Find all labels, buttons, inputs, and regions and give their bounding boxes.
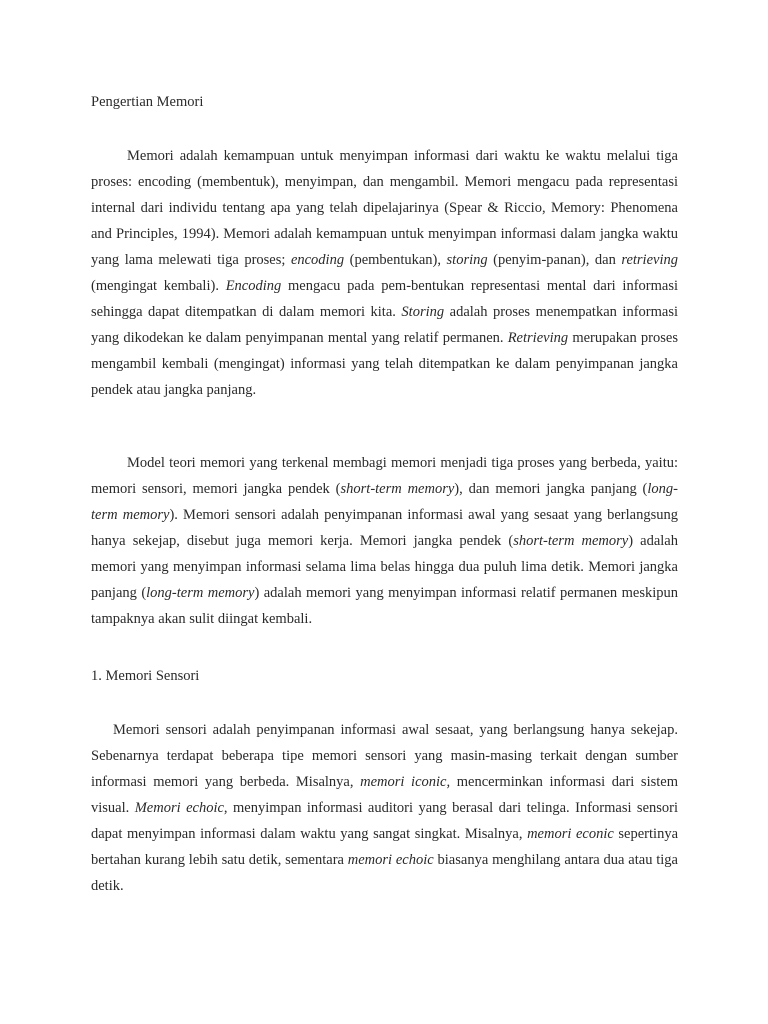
paragraph-2 bbox=[91, 450, 678, 632]
text-run: Memori adalah kemampuan untuk menyimpan informasi dari waktu ke waktu melalui tiga proses: encoding (membentuk), menyimpan, dan mengambil. Memori mengacu pada representasi internal dari individu tentang apa yang telah dipelajarinya (Spear & Riccio, Memory: Phenomena and Principles, 1994). Memori adalah kemampuan untuk menyimpan informasi dalam jangka waktu yang lama melewati tiga proses; bbox=[91, 148, 678, 268]
paragraph-3 bbox=[91, 717, 678, 899]
text-run: ), dan memori jangka panjang ( bbox=[454, 481, 648, 497]
italic-term: memori iconic, bbox=[360, 774, 451, 790]
text-run: ) adalah memori yang menyimpan informasi selama lima belas hingga dua puluh lima detik. Memori jangka panjang ( bbox=[91, 533, 678, 601]
text-run: mencerminkan informasi dari sistem visual. bbox=[91, 774, 678, 816]
text-run: Model teori memori yang terkenal membagi memori menjadi tiga proses yang berbeda, yaitu: memori sensori, memori jangka pendek ( bbox=[91, 455, 678, 497]
italic-term: memori econic bbox=[527, 826, 614, 842]
italic-term: encoding bbox=[290, 252, 345, 268]
section-heading: 1. Memori Sensori bbox=[91, 668, 200, 684]
italic-term: retrieving bbox=[621, 252, 678, 268]
text-run: ) adalah memori yang menyimpan informasi relatif permanen meskipun tampaknya akan sulit diingat kembali. bbox=[91, 585, 678, 627]
text-run: , menyimpan informasi auditori yang berasal dari telinga. Informasi sensori dapat menyimpan informasi dalam waktu yang sangat singkat. Misalnya, bbox=[91, 800, 679, 842]
text-run: ). Memori sensori adalah penyimpanan informasi awal yang sesaat yang berlangsung hanya sekejap, disebut juga memori kerja. Memori jangka pendek ( bbox=[91, 507, 678, 549]
page-title: Pengertian Memori bbox=[91, 94, 204, 110]
text-run: merupakan proses mengambil kembali (mengingat) informasi yang telah ditempatkan ke dalam penyimpanan jangka pendek atau jangka panjang. bbox=[91, 330, 678, 398]
text-run: sepertinya bertahan kurang lebih satu detik, sementara bbox=[91, 826, 679, 868]
italic-term: short-term memory bbox=[513, 533, 629, 549]
text-run: mengacu pada pem-bentukan representasi mental dari informasi sehingga dapat ditempatkan di dalam memori kita. bbox=[91, 278, 678, 320]
italic-term: Encoding bbox=[225, 278, 282, 294]
italic-term: memori echoic bbox=[347, 852, 434, 868]
italic-term: storing bbox=[446, 252, 488, 268]
italic-term: long-term memory bbox=[91, 481, 678, 523]
text-run: biasanya menghilang antara dua atau tiga detik. bbox=[91, 852, 678, 894]
italic-term: Storing bbox=[401, 304, 445, 320]
italic-term: Memori echoic bbox=[134, 800, 224, 816]
text-run: (pembentukan), bbox=[344, 252, 447, 268]
italic-term: long-term memory bbox=[146, 585, 255, 601]
text-run: (penyim-panan), dan bbox=[487, 252, 622, 268]
text-run: (mengingat kembali). bbox=[91, 278, 226, 294]
text-run: Memori sensori adalah penyimpanan informasi awal sesaat, yang berlangsung hanya sekejap. Sebenarnya terdapat beberapa tipe memori sensori yang masin-masing terkait dengan sumber informasi memori yang berbeda. Misalnya, bbox=[91, 722, 678, 790]
italic-term: Retrieving bbox=[507, 330, 569, 346]
paragraph-1 bbox=[91, 143, 678, 403]
text-run: adalah proses menempatkan informasi yang dikodekan ke dalam penyimpanan mental yang relatif permanen. bbox=[91, 304, 678, 346]
italic-term: short-term memory bbox=[340, 481, 455, 497]
